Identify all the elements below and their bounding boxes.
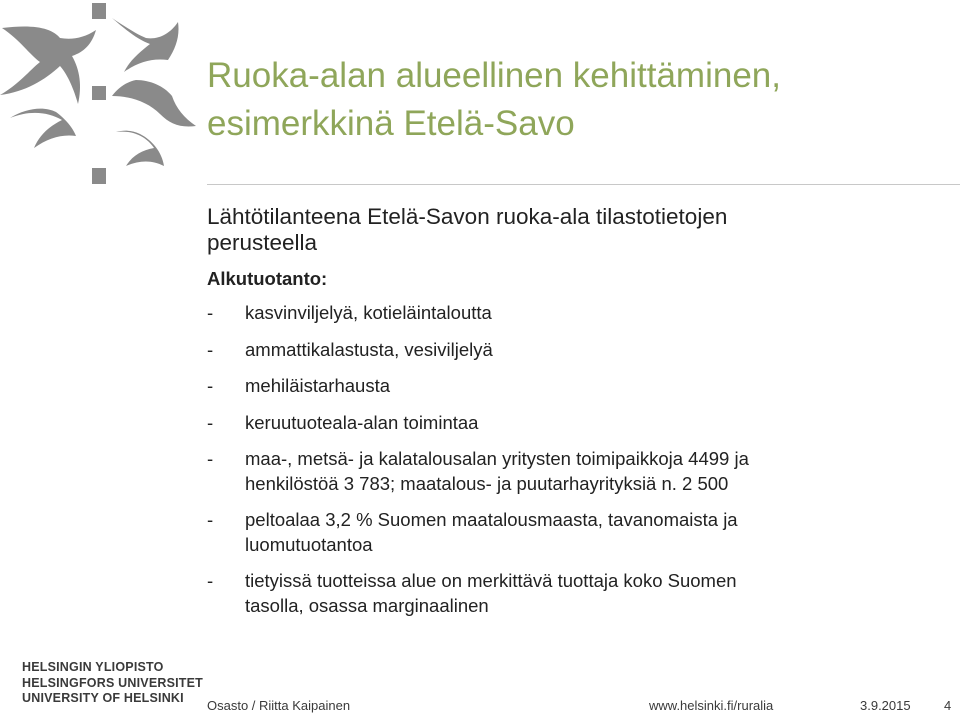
footer-url[interactable]: www.helsinki.fi/ruralia xyxy=(649,698,774,713)
bullet-text: keruutuoteala-alan toimintaa xyxy=(245,411,479,433)
list-item xyxy=(207,569,907,618)
dash-marker: - xyxy=(207,570,214,591)
slide-title-line: esimerkkinä Etelä-Savo xyxy=(207,104,575,143)
bullet-text: ammattikalastusta, vesiviljelyä xyxy=(245,338,493,360)
list-item xyxy=(207,338,907,363)
bullet-text: mehiläistarhausta xyxy=(245,375,390,396)
list-item xyxy=(207,374,907,399)
dash-marker: - xyxy=(207,338,214,360)
university-name xyxy=(22,660,203,707)
slide-title-line: Ruoka-alan alueellinen kehittäminen, xyxy=(207,56,781,95)
dash-marker: - xyxy=(207,448,214,469)
title-divider xyxy=(207,184,960,185)
bullet-text: luomutuotantoa xyxy=(245,533,373,555)
intro-line: Lähtötilanteena Etelä-Savon ruoka-ala tilastotietojen xyxy=(207,204,728,229)
list-item xyxy=(207,411,907,436)
section-heading: Alkutuotanto: xyxy=(207,268,328,289)
university-name-line: HELSINGFORS UNIVERSITET xyxy=(22,675,204,690)
dash-marker: - xyxy=(207,302,214,323)
footer-author: Osasto / Riitta Kaipainen xyxy=(207,698,351,713)
slide-title xyxy=(207,52,781,148)
intro-line: perusteella xyxy=(207,230,318,255)
dash-marker: - xyxy=(207,509,214,530)
dash-marker: - xyxy=(207,375,214,396)
bullet-text: peltoalaa 3,2 % Suomen maatalousmaasta, tavanomaista ja xyxy=(245,509,738,530)
bullet-text: tasolla, osassa marginaalinen xyxy=(245,594,489,616)
university-name-line: UNIVERSITY OF HELSINKI xyxy=(22,691,184,705)
list-item xyxy=(207,508,907,557)
university-flame-logo-icon xyxy=(0,0,200,200)
bullet-text: kasvinviljelyä, kotieläintaloutta xyxy=(245,302,492,323)
list-item xyxy=(207,447,907,496)
bullet-text: maa-, metsä- ja kalatalousalan yritysten toimipaikkoja 4499 ja xyxy=(245,448,749,469)
list-item xyxy=(207,301,907,326)
university-name-line: HELSINGIN YLIOPISTO xyxy=(22,660,164,674)
page-number: 4 xyxy=(944,698,952,713)
footer-date: 3.9.2015 xyxy=(860,698,911,713)
dash-marker: - xyxy=(207,411,214,433)
intro-text xyxy=(207,204,907,256)
bullet-text: tietyissä tuotteissa alue on merkittävä tuottaja koko Suomen xyxy=(245,570,737,591)
bullet-list xyxy=(207,301,907,618)
bullet-text: henkilöstöä 3 783; maatalous- ja puutarhayrityksiä n. 2 500 xyxy=(245,472,729,494)
slide-body xyxy=(207,204,907,630)
